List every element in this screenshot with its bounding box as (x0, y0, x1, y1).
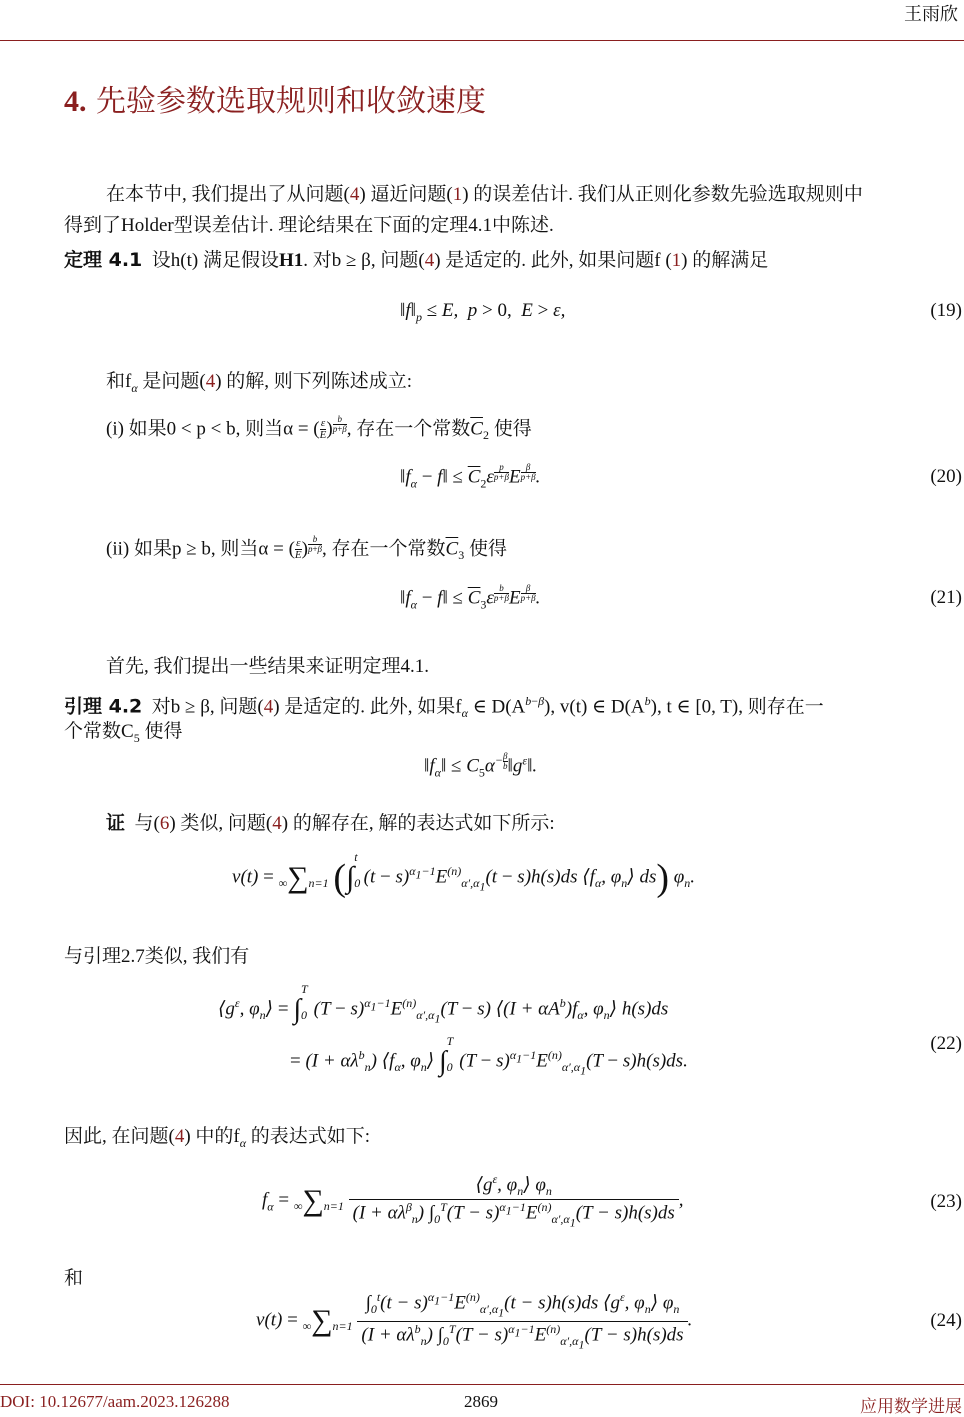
theorem-4-1 (64, 245, 964, 276)
intro-paragraph (64, 180, 964, 210)
assumption-h1: H1 (278, 250, 304, 271)
section-number: 4. (64, 85, 87, 118)
equation-21: $‖f_\alpha$ − f‖ ≤ $\overline{C}_3\varepsilon$ $^{\frac{b}{p+\beta}}$ E $^{\frac{\beta}{p+\beta}}$ . (400, 583, 541, 612)
lemma-equation: $‖f_\alpha‖ \le C_5\alpha^{- \frac{\beta}{b}}$ $‖g^\varepsilon‖$. (424, 751, 538, 780)
solution-statement: 和$f_\alpha$ 是问题(4) 的解, 则下列陈述成立: (106, 371, 413, 395)
theorem-text: 设h(t) 满足假设 (151, 250, 279, 271)
footer-rule (0, 1384, 964, 1385)
eq-ref-link[interactable]: 1 (452, 184, 463, 205)
firstly-paragraph: 首先, 我们提出一些结果来证明定理4.1. (106, 656, 430, 677)
equation-19: $‖f‖_p \le E$, p > 0, E > ε, (400, 300, 566, 324)
eq-ref-link[interactable]: 4 (263, 696, 274, 718)
equation-number-22: (22) (930, 1033, 962, 1054)
equation-24: v(t) = ∞∑n=1 $\int_0^t(t - s)^{\alpha_1-1}E^{(n)}_{\alpha',\alpha_1}(t - s)h(s)ds$ $⟨g^\varepsilon$, $\varphi_n⟩$ $\varphi_n$ $(I + \alpha\lambda^b_n)$ $\int_0^T(T - s)^{\alpha_1-1}E^{(n)}_{\alpha',\alpha_1}(T - s)h(s)ds$ . (256, 1290, 693, 1352)
eq-ref-link[interactable]: 4 (424, 250, 435, 271)
equation-23: $f_\alpha = \infty\sum n=1$ $⟨g^\varepsilon$, $\varphi_n⟩$ $\varphi_n$ $(I + \alpha\lambda^\beta_n)$ $\int_0^T(T - s)^{\alpha_1-1}E^{(n)}_{\alpha',\alpha_1}(T - s)h(s)ds$ , (262, 1172, 684, 1230)
intro-text: ) 逼近问题( (359, 184, 453, 205)
section-title (64, 76, 486, 120)
equation-number-21: (21) (930, 587, 962, 608)
eq-ref-link[interactable]: 4 (205, 371, 216, 392)
doi-link[interactable]: DOI: 10.12677/aam.2023.126288 (0, 1392, 230, 1411)
theorem-label: 定理 4.1 (64, 249, 143, 271)
intro-line-2: 得到了Holder型误差估计. 理论结果在下面的定理4.1中陈述. (64, 215, 554, 236)
eq-ref-link[interactable]: 1 (671, 250, 682, 271)
equation-number-20: (20) (930, 466, 962, 487)
eq-ref-link[interactable]: 4 (174, 1126, 185, 1147)
solution-expression: v(t) = ∞∑n=1 ($\int_0^t(t - s)^{\alpha_1-1}E^{(n)}_{\alpha',\alpha_1}(t - s)h(s)ds$ $⟨f_\alpha$, $\varphi_n⟩$ ds) $\varphi_n$. (232, 850, 696, 899)
similar-lemma-text: 与引理2.7类似, 我们有 (64, 946, 250, 967)
eq-ref-link[interactable]: 4 (349, 184, 360, 205)
equation-20: $‖f_\alpha$ − f‖ ≤ $\overline{C}_2\varepsilon$ $^{\frac{p}{p+\beta}}$ E $^{\frac{\beta}{p+\beta}}$ . (400, 462, 541, 491)
lemma-label: 引理 4.2 (64, 695, 143, 718)
theorem-text: . 对b ≥ β, 问题( (303, 250, 425, 271)
header-rule (0, 40, 964, 41)
lemma-4-2: 引理 4.2 对b ≥ β, 问题(4) 是适定的. 此外, 如果$f_\alpha$ ∈ $D(A^{b-\beta})$, v(t) ∈ $D(A^b)$, t ∈ [0, T), 则存在一 (64, 694, 824, 721)
eq-ref-link[interactable]: 6 (159, 813, 170, 834)
proof-label: 证 (106, 812, 126, 834)
journal-name[interactable]: 应用数学进展 (860, 1397, 962, 1417)
equation-number-19: (19) (930, 300, 962, 321)
author-name: 王雨欣 (904, 4, 958, 25)
intro-text: 在本节中, 我们提出了从问题( (106, 184, 350, 205)
eq-ref-link[interactable]: 4 (272, 813, 282, 834)
therefore-text: 因此, 在问题(4) 中的$f_\alpha$ 的表达式如下: (64, 1126, 371, 1150)
equation-22-line-1: $⟨g^\varepsilon$, $\varphi_n⟩ = \int_0^T(T - s)^{\alpha_1-1}E^{(n)}_{\alpha',\alpha_1}(T - s)$ ⟨(I + $\alpha A^b)f_\alpha$, $\varphi_n⟩$ h(s)ds (218, 982, 669, 1026)
theorem-text: ) 的解满足 (681, 250, 769, 271)
equation-number-23: (23) (930, 1191, 962, 1212)
lemma-line-2: 个常数$C_5$ 使得 (64, 721, 183, 745)
case-ii: (ii) 如果p ≥ b, 则当α = ( $\frac{\varepsilon}{E}$ ) $^{\frac{b}{p+\beta}}$ , 存在一个常数$\overline{C}_3$ 使得 (106, 533, 507, 563)
equation-22-line-2: = $(I + \alpha\lambda^b_n)$ $⟨f_\alpha$, $\varphi_n⟩$ $\int_0^T(T - s)^{\alpha_1-1}E^{(n)}_{\alpha',\alpha_1}(T - s)h(s)ds$. (290, 1034, 688, 1078)
page-number: 2869 (464, 1392, 498, 1411)
intro-text: ) 的误差估计. 我们从正则化参数先验选取规则中 (462, 184, 863, 205)
case-i: (i) 如果0 < p < b, 则当α = ( $\frac{\varepsilon}{E}$ ) $^{\frac{b}{p+\beta}}$ , 存在一个常数$\overline{C}_2$ 使得 (106, 413, 532, 443)
section-title-text: 先验参数选取规则和收敛速度 (96, 84, 487, 119)
equation-number-24: (24) (930, 1310, 962, 1331)
proof-paragraph: 证 与(6) 类似, 问题(4) 的解存在, 解的表达式如下所示: (106, 812, 555, 834)
and-text: 和 (64, 1268, 84, 1289)
theorem-text: ) 是适定的. 此外, 如果问题f ( (434, 250, 672, 271)
